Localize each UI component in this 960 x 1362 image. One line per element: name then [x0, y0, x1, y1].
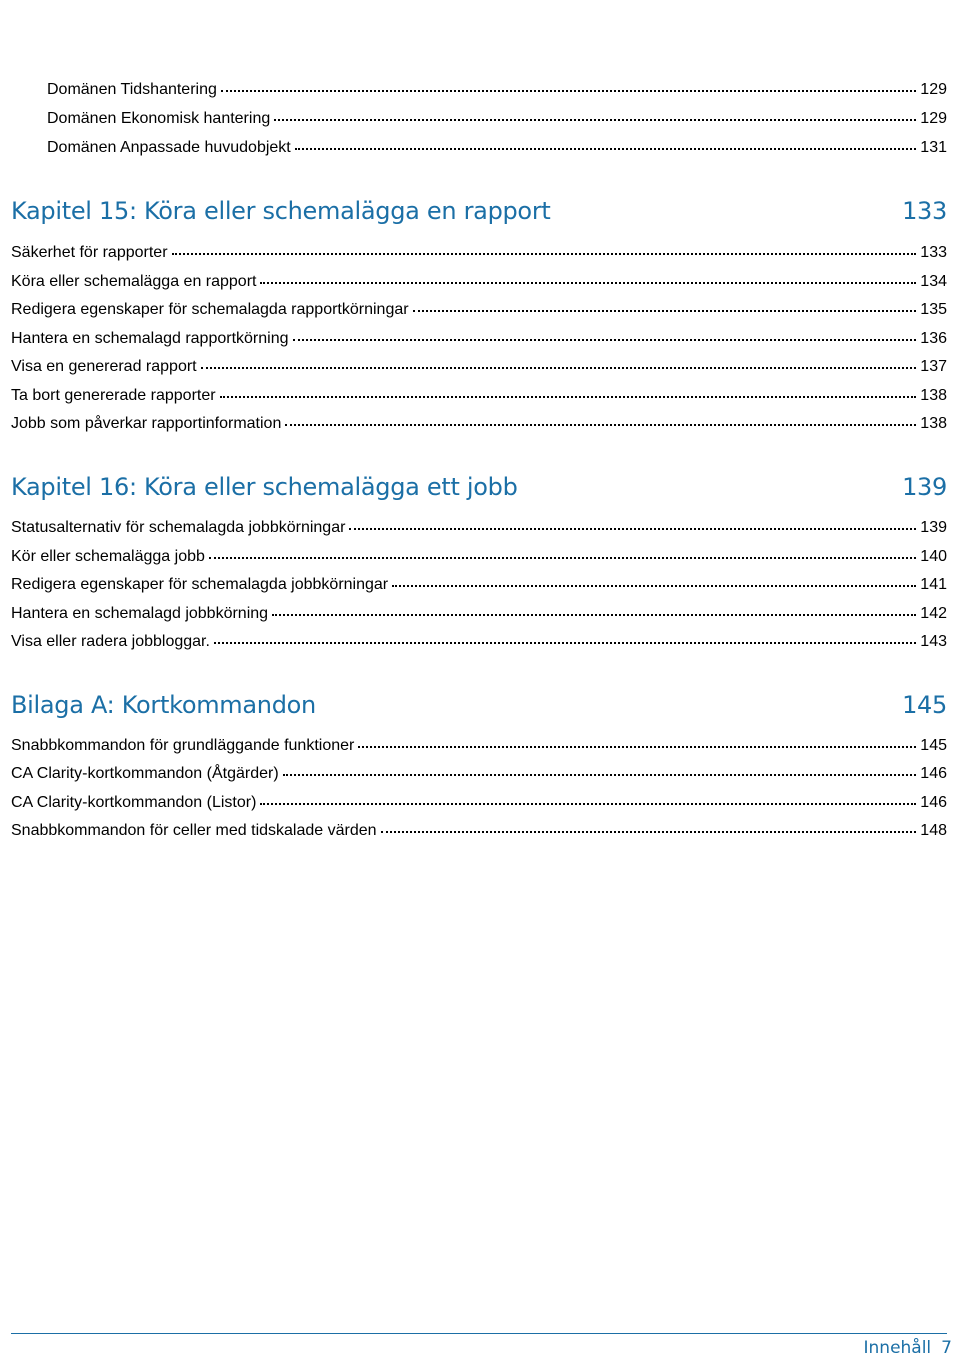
leader-dots — [172, 253, 917, 255]
leader-dots — [283, 774, 917, 776]
toc-entry-page: 146 — [920, 765, 947, 782]
toc-entry-title: Domänen Anpassade huvudobjekt — [47, 139, 291, 156]
toc-entry-page: 146 — [920, 794, 947, 811]
toc-entry[interactable] — [11, 734, 947, 758]
toc-entry-title: CA Clarity-kortkommandon (Åtgärder) — [11, 765, 279, 782]
toc-entry-page: 136 — [920, 330, 947, 347]
toc-entry[interactable] — [11, 545, 947, 569]
chapter-title: Bilaga A: Kortkommandon — [11, 691, 316, 719]
toc-entry[interactable] — [11, 516, 947, 540]
toc-entry[interactable] — [11, 819, 947, 843]
toc-entry-page: 143 — [920, 633, 947, 650]
toc-entry[interactable] — [11, 270, 947, 294]
toc-entry-title: Snabbkommandon för grundläggande funktioner — [11, 737, 355, 754]
toc-entry-title: Statusalternativ för schemalagda jobbkörningar — [11, 519, 346, 536]
toc-entry-title: Ta bort genererade rapporter — [11, 387, 216, 404]
toc-entry[interactable] — [11, 573, 947, 597]
toc-entry-title: Jobb som påverkar rapportinformation — [11, 415, 282, 432]
toc-entry-page: 138 — [920, 387, 947, 404]
toc-entry[interactable] — [11, 355, 947, 379]
leader-dots — [392, 585, 916, 587]
toc-entry-title: CA Clarity-kortkommandon (Listor) — [11, 794, 257, 811]
toc-entry-page: 137 — [920, 358, 947, 375]
leader-dots — [295, 148, 917, 150]
toc-entry-page: 133 — [920, 244, 947, 261]
leader-dots — [349, 528, 916, 530]
toc-entry-title: Redigera egenskaper för schemalagda jobbkörningar — [11, 576, 389, 593]
toc-entry-title: Kör eller schemalägga jobb — [11, 548, 205, 565]
toc-entry[interactable] — [47, 136, 947, 160]
leader-dots — [381, 831, 917, 833]
toc-entry-page: 141 — [920, 576, 947, 593]
toc-entry-page: 131 — [920, 139, 947, 156]
toc-entry[interactable] — [47, 107, 947, 131]
toc-entry-page: 135 — [920, 301, 947, 318]
toc-entry[interactable] — [11, 298, 947, 322]
toc-entry-page: 142 — [920, 605, 947, 622]
chapter-page: 133 — [902, 197, 947, 225]
toc-entry-title: Hantera en schemalagd jobbkörning — [11, 605, 269, 622]
toc-entry-title: Redigera egenskaper för schemalagda rapportkörningar — [11, 301, 409, 318]
toc-entry-title: Säkerhet för rapporter — [11, 244, 168, 261]
footer-section: Innehåll — [863, 1338, 932, 1358]
toc-entry-title: Snabbkommandon för celler med tidskalade värden — [11, 822, 377, 839]
chapter-page: 139 — [902, 473, 947, 501]
leader-dots — [260, 282, 916, 284]
footer-page-number: 7 — [941, 1338, 952, 1358]
leader-dots — [220, 396, 917, 398]
toc-entry-title: Domänen Ekonomisk hantering — [47, 110, 271, 127]
chapter-heading[interactable] — [11, 688, 947, 722]
leader-dots — [285, 424, 916, 426]
toc-entry-title: Visa eller radera jobbloggar. — [11, 633, 210, 650]
toc-entry[interactable] — [11, 412, 947, 436]
toc-entry-page: 129 — [920, 81, 947, 98]
toc-entry[interactable] — [11, 602, 947, 626]
chapter-title: Kapitel 15: Köra eller schemalägga en rapport — [11, 197, 551, 225]
footer-divider — [11, 1333, 947, 1334]
toc-entry[interactable] — [11, 762, 947, 786]
toc-entry[interactable] — [11, 241, 947, 265]
leader-dots — [209, 557, 916, 559]
leader-dots — [293, 339, 917, 341]
toc-entry-page: 148 — [920, 822, 947, 839]
chapter-heading[interactable] — [11, 194, 947, 228]
leader-dots — [221, 90, 916, 92]
toc-entry-page: 139 — [920, 519, 947, 536]
toc-entry-page: 138 — [920, 415, 947, 432]
chapter-heading[interactable] — [11, 470, 947, 504]
toc-entry[interactable] — [11, 791, 947, 815]
toc-entry[interactable] — [11, 327, 947, 351]
toc-entry[interactable] — [11, 630, 947, 654]
leader-dots — [201, 367, 917, 369]
toc-entry-page: 140 — [920, 548, 947, 565]
toc-entry[interactable] — [11, 384, 947, 408]
toc-entry-title: Visa en genererad rapport — [11, 358, 197, 375]
leader-dots — [260, 803, 916, 805]
toc-entry-title: Hantera en schemalagd rapportkörning — [11, 330, 289, 347]
toc-entry-page: 129 — [920, 110, 947, 127]
leader-dots — [272, 614, 916, 616]
leader-dots — [214, 642, 916, 644]
page-footer — [864, 1338, 953, 1358]
toc-entry-page: 134 — [920, 273, 947, 290]
chapter-title: Kapitel 16: Köra eller schemalägga ett jobb — [11, 473, 518, 501]
leader-dots — [358, 746, 916, 748]
leader-dots — [274, 119, 916, 121]
toc-entry-page: 145 — [920, 737, 947, 754]
chapter-page: 145 — [902, 691, 947, 719]
toc-entry[interactable] — [47, 78, 947, 102]
toc-entry-title: Köra eller schemalägga en rapport — [11, 273, 257, 290]
toc-entry-title: Domänen Tidshantering — [47, 81, 217, 98]
leader-dots — [413, 310, 917, 312]
